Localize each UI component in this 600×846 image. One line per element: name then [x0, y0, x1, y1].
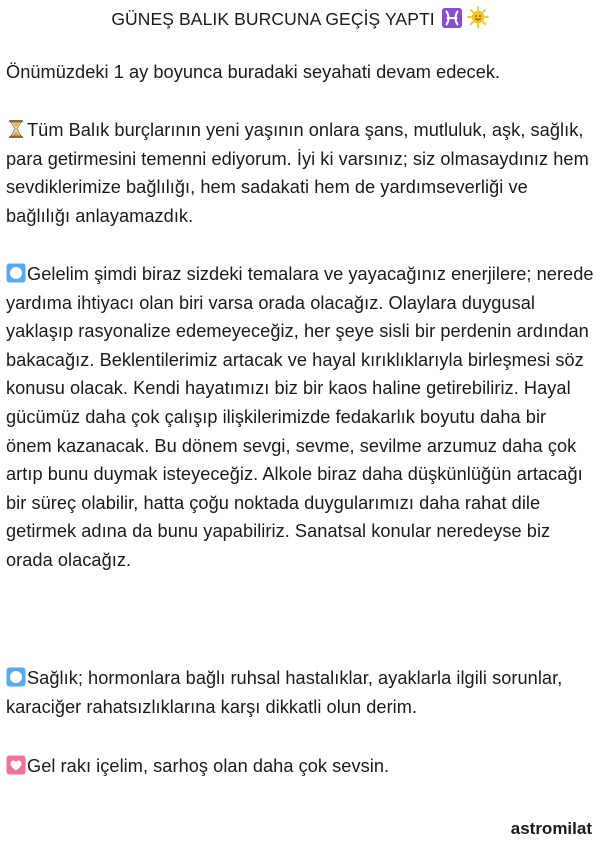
paragraph-health-text: Sağlık; hormonlara bağlı ruhsal hastalıklar, ayaklarla ilgili sorunlar, karaciğer rahatsızlıklarına karşı dikkatli olun derim.	[6, 668, 563, 717]
paragraph-themes-text: Gelelim şimdi biraz sizdeki temalara ve yayacağınız enerjilere; nerede yardıma ihtiyacı olan biri varsa orada olacağız. Olaylara duygusal yaklaşıp rasyonalize edemeyeceğiz, her şeye sisli bir perdenin ardından bakacağız. Beklentilerimiz artacak ve hayal kırıklıklarıyla birleşmesi söz konusu olacak. Kendi hayatımızı biz bir kaos haline getirebiliriz. Hayal gücümüz daha çok çalışıp ilişkilerimizde fedakarlık boyutu daha bir önem kazanacak. Bu dönem sevgi, sevme, sevilme arzumuz daha çok artıp bunu duymak isteyeceğiz. Alkole biraz daha düşkünlüğün artacağı bir süreç olabilir, hatta çoğu noktada duygularımızı daha rahat dile getirmek adına da bunu yapabiliriz. Sanatsal konular neredeyse biz orada olacağız.	[6, 264, 594, 570]
intro-text: Önümüzdeki 1 ay boyunca buradaki seyahati devam edecek.	[6, 62, 501, 82]
title-text: GÜNEŞ BALIK BURCUNA GEÇİŞ YAPTI	[111, 9, 435, 29]
paragraph-closing	[6, 752, 596, 781]
sun-face-icon	[467, 6, 489, 28]
paragraph-wishes-text: Tüm Balık burçlarının yeni yaşının onlara şans, mutluluk, aşk, sağlık, para getirmesini temenni ediyorum. İyi ki varsınız; siz olmasaydınız hem sevdiklerimize bağlılığı, hem sadakati hem de yardımseverliği ve bağlılığı anlayamazdık.	[6, 120, 589, 226]
paragraph-themes	[6, 260, 596, 575]
intro-paragraph	[6, 58, 596, 87]
white-circle-icon	[6, 667, 26, 687]
paragraph-closing-text: Gel rakı içelim, sarhoş olan daha çok sevsin.	[27, 756, 390, 776]
title-emoji-group	[442, 6, 489, 33]
paragraph-wishes	[6, 116, 596, 230]
heart-icon	[6, 755, 26, 775]
white-circle-icon	[6, 263, 26, 283]
paragraph-health	[6, 664, 596, 721]
page-title	[0, 6, 600, 33]
author-signature: astromilat	[510, 819, 592, 838]
pisces-sign-icon	[442, 8, 462, 28]
hourglass-icon	[6, 119, 26, 139]
